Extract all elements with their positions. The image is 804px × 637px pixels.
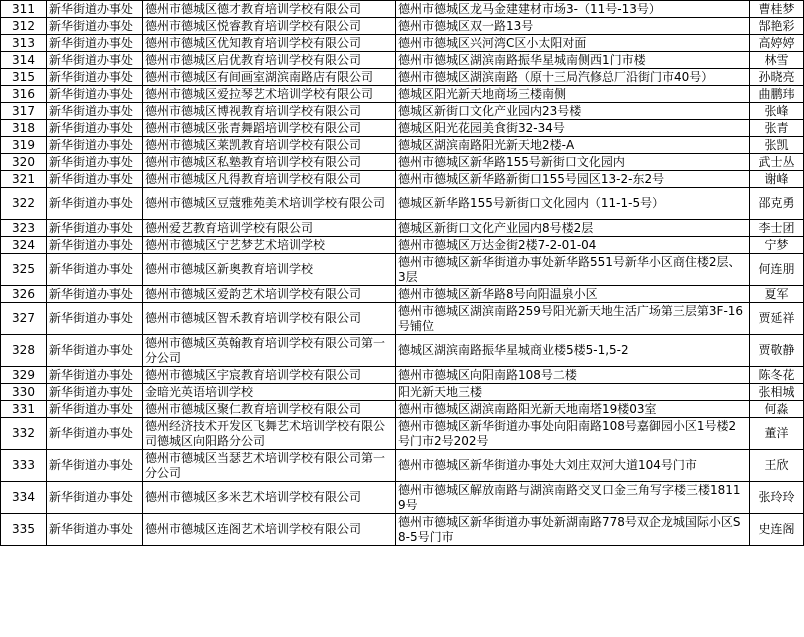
- address-cell: 德城区湖滨南路阳光新天地2楼-A: [396, 137, 750, 154]
- table-row: [1, 154, 804, 171]
- person-cell: 曲鹏玮: [750, 86, 804, 103]
- row-number: 333: [1, 450, 47, 482]
- person-cell: 曹桂梦: [750, 1, 804, 18]
- row-number: 328: [1, 335, 47, 367]
- person-cell: 张凯: [750, 137, 804, 154]
- row-number: 334: [1, 482, 47, 514]
- school-name-cell: 德州市德城区英翰教育培训学校有限公司第一分公司: [143, 335, 396, 367]
- table-row: [1, 171, 804, 188]
- table-row: [1, 103, 804, 120]
- person-cell: 陈冬花: [750, 367, 804, 384]
- person-cell: 何淼: [750, 401, 804, 418]
- person-cell: 张青: [750, 120, 804, 137]
- person-cell: 贾延祥: [750, 303, 804, 335]
- table-row: [1, 303, 804, 335]
- table-row: [1, 418, 804, 450]
- subdistrict-cell: 新华街道办事处: [47, 52, 143, 69]
- school-name-cell: 德州市德城区优知教育培训学校有限公司: [143, 35, 396, 52]
- table-row: [1, 450, 804, 482]
- row-number: 317: [1, 103, 47, 120]
- row-number: 318: [1, 120, 47, 137]
- school-name-cell: 德州爱艺教育培训学校有限公司: [143, 220, 396, 237]
- subdistrict-cell: 新华街道办事处: [47, 335, 143, 367]
- subdistrict-cell: 新华街道办事处: [47, 35, 143, 52]
- address-cell: 德州市德城区万达金街2楼7-2-01-04: [396, 237, 750, 254]
- person-cell: 贾敬静: [750, 335, 804, 367]
- school-name-cell: 德州经济技术开发区飞舞艺术培训学校有限公司德城区向阳路分公司: [143, 418, 396, 450]
- row-number: 324: [1, 237, 47, 254]
- row-number: 321: [1, 171, 47, 188]
- person-cell: 郜艳彩: [750, 18, 804, 35]
- address-cell: 德州市德城区向阳南路108号二楼: [396, 367, 750, 384]
- school-name-cell: 德州市德城区宇宸教育培训学校有限公司: [143, 367, 396, 384]
- row-number: 331: [1, 401, 47, 418]
- person-cell: 宁梦: [750, 237, 804, 254]
- subdistrict-cell: 新华街道办事处: [47, 254, 143, 286]
- table-row: [1, 254, 804, 286]
- address-cell: 阳光新天地三楼: [396, 384, 750, 401]
- school-name-cell: 德州市德城区豆蔻雅苑美术培训学校有限公司: [143, 188, 396, 220]
- row-number: 316: [1, 86, 47, 103]
- address-cell: 德州市德城区新华街道办事处新湖南路778号双企龙城国际小区S8-5号门市: [396, 514, 750, 546]
- address-cell: 德城区新街口文化产业园内8号楼2层: [396, 220, 750, 237]
- school-name-cell: 金暗光英语培训学校: [143, 384, 396, 401]
- row-number: 311: [1, 1, 47, 18]
- address-cell: 德城区阳光新天地商场三楼南侧: [396, 86, 750, 103]
- address-cell: 德州市德城区新华路新街口155号园区13-2-东2号: [396, 171, 750, 188]
- address-cell: 德城区新街口文化产业园内23号楼: [396, 103, 750, 120]
- school-name-cell: 德州市德城区莱凯教育培训学校有限公司: [143, 137, 396, 154]
- school-name-cell: 德州市德城区多米艺术培训学校有限公司: [143, 482, 396, 514]
- subdistrict-cell: 新华街道办事处: [47, 482, 143, 514]
- address-cell: 德州市德城区新华街道办事处向阳南路108号嘉御园小区1号楼2号门市2号202号: [396, 418, 750, 450]
- subdistrict-cell: 新华街道办事处: [47, 286, 143, 303]
- row-number: 313: [1, 35, 47, 52]
- address-cell: 德州市德城区双一路13号: [396, 18, 750, 35]
- school-name-cell: 德州市德城区私塾教育培训学校有限公司: [143, 154, 396, 171]
- person-cell: 何连朋: [750, 254, 804, 286]
- address-cell: 德州市德城区新华街道办事处新华路551号新华小区商住楼2层、3层: [396, 254, 750, 286]
- school-name-cell: 德州市德城区德才教育培训学校有限公司: [143, 1, 396, 18]
- table-row: [1, 35, 804, 52]
- subdistrict-cell: 新华街道办事处: [47, 401, 143, 418]
- row-number: 329: [1, 367, 47, 384]
- row-number: 330: [1, 384, 47, 401]
- school-name-cell: 德州市德城区连阁艺术培训学校有限公司: [143, 514, 396, 546]
- subdistrict-cell: 新华街道办事处: [47, 384, 143, 401]
- person-cell: 张相城: [750, 384, 804, 401]
- address-cell: 德州市德城区湖滨南路259号阳光新天地生活广场第三层第3F-16号铺位: [396, 303, 750, 335]
- school-name-cell: 德州市德城区爱韵艺术培训学校有限公司: [143, 286, 396, 303]
- school-name-cell: 德州市德城区新奥教育培训学校: [143, 254, 396, 286]
- school-name-cell: 德州市德城区有间画室湖滨南路店有限公司: [143, 69, 396, 86]
- subdistrict-cell: 新华街道办事处: [47, 154, 143, 171]
- table-row: [1, 69, 804, 86]
- school-name-cell: 德州市德城区当瑟艺术培训学校有限公司第一分公司: [143, 450, 396, 482]
- table-row: [1, 482, 804, 514]
- row-number: 322: [1, 188, 47, 220]
- subdistrict-cell: 新华街道办事处: [47, 69, 143, 86]
- person-cell: 高婷婷: [750, 35, 804, 52]
- school-name-cell: 德州市德城区凡得教育培训学校有限公司: [143, 171, 396, 188]
- school-name-cell: 德州市德城区爱拉琴艺术培训学校有限公司: [143, 86, 396, 103]
- subdistrict-cell: 新华街道办事处: [47, 18, 143, 35]
- subdistrict-cell: 新华街道办事处: [47, 1, 143, 18]
- subdistrict-cell: 新华街道办事处: [47, 418, 143, 450]
- person-cell: 邵克勇: [750, 188, 804, 220]
- person-cell: 夏军: [750, 286, 804, 303]
- table-row: [1, 514, 804, 546]
- address-cell: 德州市德城区兴河湾C区小太阳对面: [396, 35, 750, 52]
- row-number: 335: [1, 514, 47, 546]
- address-cell: 德州市德城区湖滨南路（原十三局汽修总厂沿街门市40号）: [396, 69, 750, 86]
- person-cell: 张峰: [750, 103, 804, 120]
- person-cell: 林雪: [750, 52, 804, 69]
- table-row: [1, 86, 804, 103]
- table-row: [1, 237, 804, 254]
- row-number: 323: [1, 220, 47, 237]
- address-cell: 德州市德城区新华路155号新街口文化园内: [396, 154, 750, 171]
- subdistrict-cell: 新华街道办事处: [47, 120, 143, 137]
- table-row: [1, 367, 804, 384]
- subdistrict-cell: 新华街道办事处: [47, 86, 143, 103]
- table-row: [1, 18, 804, 35]
- person-cell: 张玲玲: [750, 482, 804, 514]
- address-cell: 德城区阳光花园美食街32-34号: [396, 120, 750, 137]
- address-cell: 德州市德城区湖滨南路阳光新天地南塔19楼03室: [396, 401, 750, 418]
- table-row: [1, 52, 804, 69]
- subdistrict-cell: 新华街道办事处: [47, 220, 143, 237]
- table-row: [1, 120, 804, 137]
- row-number: 319: [1, 137, 47, 154]
- person-cell: 史连阁: [750, 514, 804, 546]
- address-cell: 德州市德城区新华路8号向阳温泉小区: [396, 286, 750, 303]
- table-row: [1, 188, 804, 220]
- row-number: 315: [1, 69, 47, 86]
- school-name-cell: 德州市德城区悦睿教育培训学校有限公司: [143, 18, 396, 35]
- address-cell: 德州市德城区新华街道办事处大刘庄双河大道104号门市: [396, 450, 750, 482]
- table-row: [1, 137, 804, 154]
- address-cell: 德州市德城区解放南路与湖滨南路交叉口金三角写字楼三楼18119号: [396, 482, 750, 514]
- school-name-cell: 德州市德城区宁艺梦艺术培训学校: [143, 237, 396, 254]
- row-number: 332: [1, 418, 47, 450]
- school-name-cell: 德州市德城区博视教育培训学校有限公司: [143, 103, 396, 120]
- subdistrict-cell: 新华街道办事处: [47, 514, 143, 546]
- school-name-cell: 德州市德城区启优教育培训学校有限公司: [143, 52, 396, 69]
- row-number: 327: [1, 303, 47, 335]
- subdistrict-cell: 新华街道办事处: [47, 450, 143, 482]
- table-row: [1, 401, 804, 418]
- person-cell: 谢峰: [750, 171, 804, 188]
- table-row: [1, 384, 804, 401]
- table-row: [1, 1, 804, 18]
- person-cell: 武士丛: [750, 154, 804, 171]
- subdistrict-cell: 新华街道办事处: [47, 237, 143, 254]
- subdistrict-cell: 新华街道办事处: [47, 137, 143, 154]
- person-cell: 董洋: [750, 418, 804, 450]
- address-cell: 德城区湖滨南路振华星城商业楼5楼5-1,5-2: [396, 335, 750, 367]
- row-number: 326: [1, 286, 47, 303]
- school-name-cell: 德州市德城区智禾教育培训学校有限公司: [143, 303, 396, 335]
- address-cell: 德城区新华路155号新街口文化园内（11-1-5号）: [396, 188, 750, 220]
- subdistrict-cell: 新华街道办事处: [47, 171, 143, 188]
- table-row: [1, 335, 804, 367]
- person-cell: 李士团: [750, 220, 804, 237]
- subdistrict-cell: 新华街道办事处: [47, 303, 143, 335]
- row-number: 325: [1, 254, 47, 286]
- person-cell: 王欣: [750, 450, 804, 482]
- row-number: 320: [1, 154, 47, 171]
- row-number: 314: [1, 52, 47, 69]
- school-name-cell: 德州市德城区聚仁教育培训学校有限公司: [143, 401, 396, 418]
- address-cell: 德州市德城区龙马金建建材市场3-（11号-13号）: [396, 1, 750, 18]
- table-row: [1, 286, 804, 303]
- row-number: 312: [1, 18, 47, 35]
- address-cell: 德州市德城区湖滨南路振华星城南侧西1门市楼: [396, 52, 750, 69]
- subdistrict-cell: 新华街道办事处: [47, 188, 143, 220]
- person-cell: 孙晓亮: [750, 69, 804, 86]
- subdistrict-cell: 新华街道办事处: [47, 103, 143, 120]
- table-row: [1, 220, 804, 237]
- subdistrict-cell: 新华街道办事处: [47, 367, 143, 384]
- school-name-cell: 德州市德城区张青舞蹈培训学校有限公司: [143, 120, 396, 137]
